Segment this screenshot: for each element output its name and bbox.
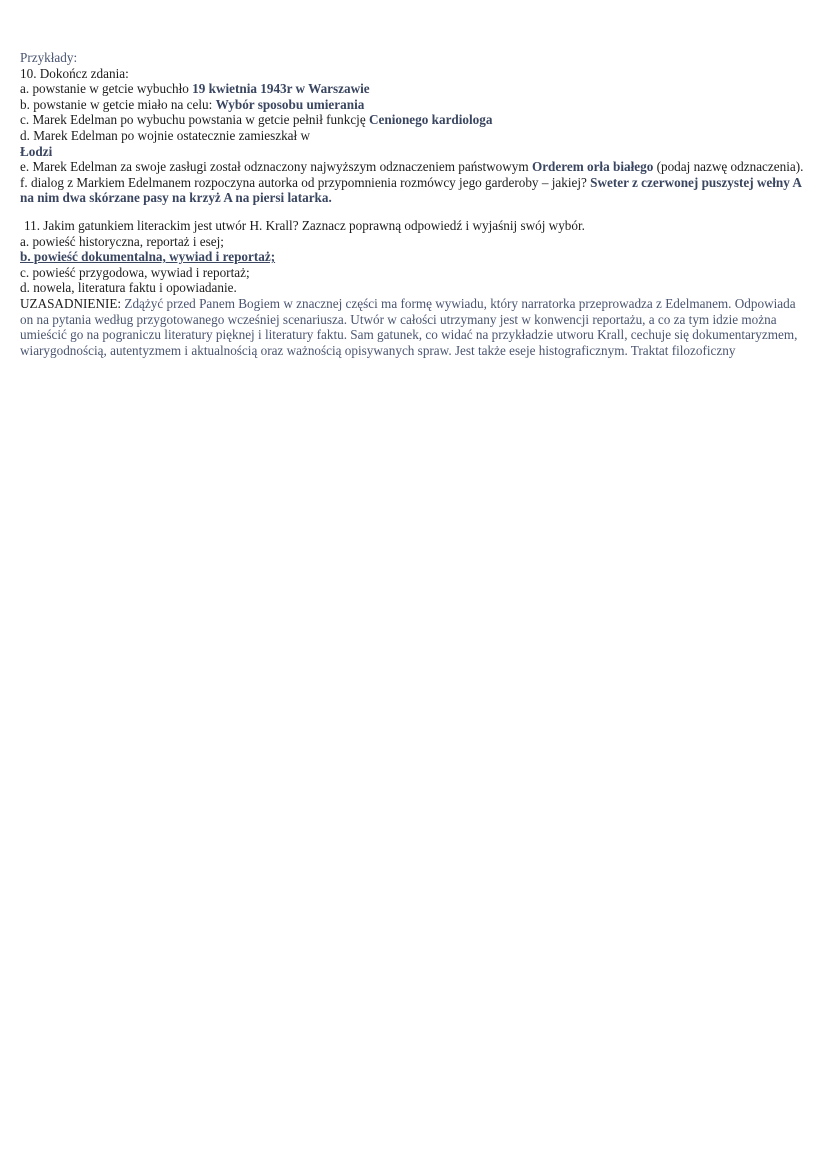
q11-justification-text: Zdążyć przed Panem Bogiem w znacznej części ma formę wywiadu, który narratorka przeprowadza z Edelmanem. Odpowiada on na pytania według przygotowanego wcześniej scenariusza. Utwór w całości utrzymany jest w konwencji reportażu, a co za tym idzie można umieścić go na pograniczu literatury pięknej i literatury faktu. Sam gatunek, co widać na przykładzie utworu Krall, cechuje się dokumentaryzmem, wiarygodnością, autentyzmem i aktualnością oraz ważnością opisywanych spraw. Jest także eseje histograficznym. Traktat filozoficzny bbox=[20, 295, 798, 358]
question-10 bbox=[20, 66, 810, 206]
q11-option-c: c. powieść przygodowa, wywiad i reportaż; bbox=[20, 264, 250, 280]
q10-item-e bbox=[20, 159, 810, 175]
examples-header: Przykłady: bbox=[20, 50, 78, 65]
q10-item-a bbox=[20, 81, 810, 97]
document-page bbox=[20, 50, 810, 358]
q10-b-answer: Wybór sposobu umierania bbox=[215, 96, 365, 112]
q10-f-answer: Sweter z czerwonej puszystej wełny A na nim dwa skórzane pasy na krzyż A na piersi latarka. bbox=[20, 174, 802, 206]
q10-e-suffix: (podaj nazwę odznaczenia). bbox=[653, 159, 804, 175]
q10-d-answer: Łodzi bbox=[20, 143, 53, 159]
q10-e-text: e. Marek Edelman za swoje zasługi został odznaczony najwyższym odznaczeniem państwowym bbox=[20, 159, 532, 175]
q11-justification-label: UZASADNIENIE: bbox=[20, 295, 125, 311]
q10-d-text: d. Marek Edelman po wojnie ostatecznie zamieszkał w bbox=[20, 127, 311, 143]
q10-item-d bbox=[20, 128, 810, 144]
q10-a-answer: 19 kwietnia 1943r w Warszawie bbox=[192, 81, 370, 97]
q10-a-text: a. powstanie w getcie wybuchło bbox=[20, 81, 193, 97]
q10-c-text: c. Marek Edelman po wybuchu powstania w getcie pełnił funkcję bbox=[20, 112, 369, 128]
q11-option-b-selected: b. powieść dokumentalna, wywiad i reportaż; bbox=[20, 249, 276, 265]
q11-justification bbox=[20, 296, 810, 358]
q10-c-answer: Cenionego kardiologa bbox=[369, 112, 493, 128]
spacer bbox=[20, 206, 810, 218]
q11-title: 11. Jakim gatunkiem literackim jest utwór H. Krall? Zaznacz poprawną odpowiedź i wyjaśnij swój wybór. bbox=[24, 217, 585, 233]
q10-title: 10. Dokończ zdania: bbox=[20, 65, 129, 81]
q11-option-d: d. nowela, literatura faktu i opowiadanie. bbox=[20, 280, 237, 296]
q10-item-f bbox=[20, 175, 810, 206]
question-11 bbox=[20, 218, 810, 358]
q10-item-c bbox=[20, 112, 810, 128]
q10-e-answer: Orderem orła białego bbox=[531, 159, 654, 175]
q11-option-a: a. powieść historyczna, reportaż i esej; bbox=[20, 233, 224, 249]
q10-b-text: b. powstanie w getcie miało na celu: bbox=[20, 96, 216, 112]
q10-f-text: f. dialog z Markiem Edelmanem rozpoczyna autorka od przypomnienia rozmówcy jego garderoby – jakiej? bbox=[20, 174, 591, 190]
q10-item-b bbox=[20, 97, 810, 113]
